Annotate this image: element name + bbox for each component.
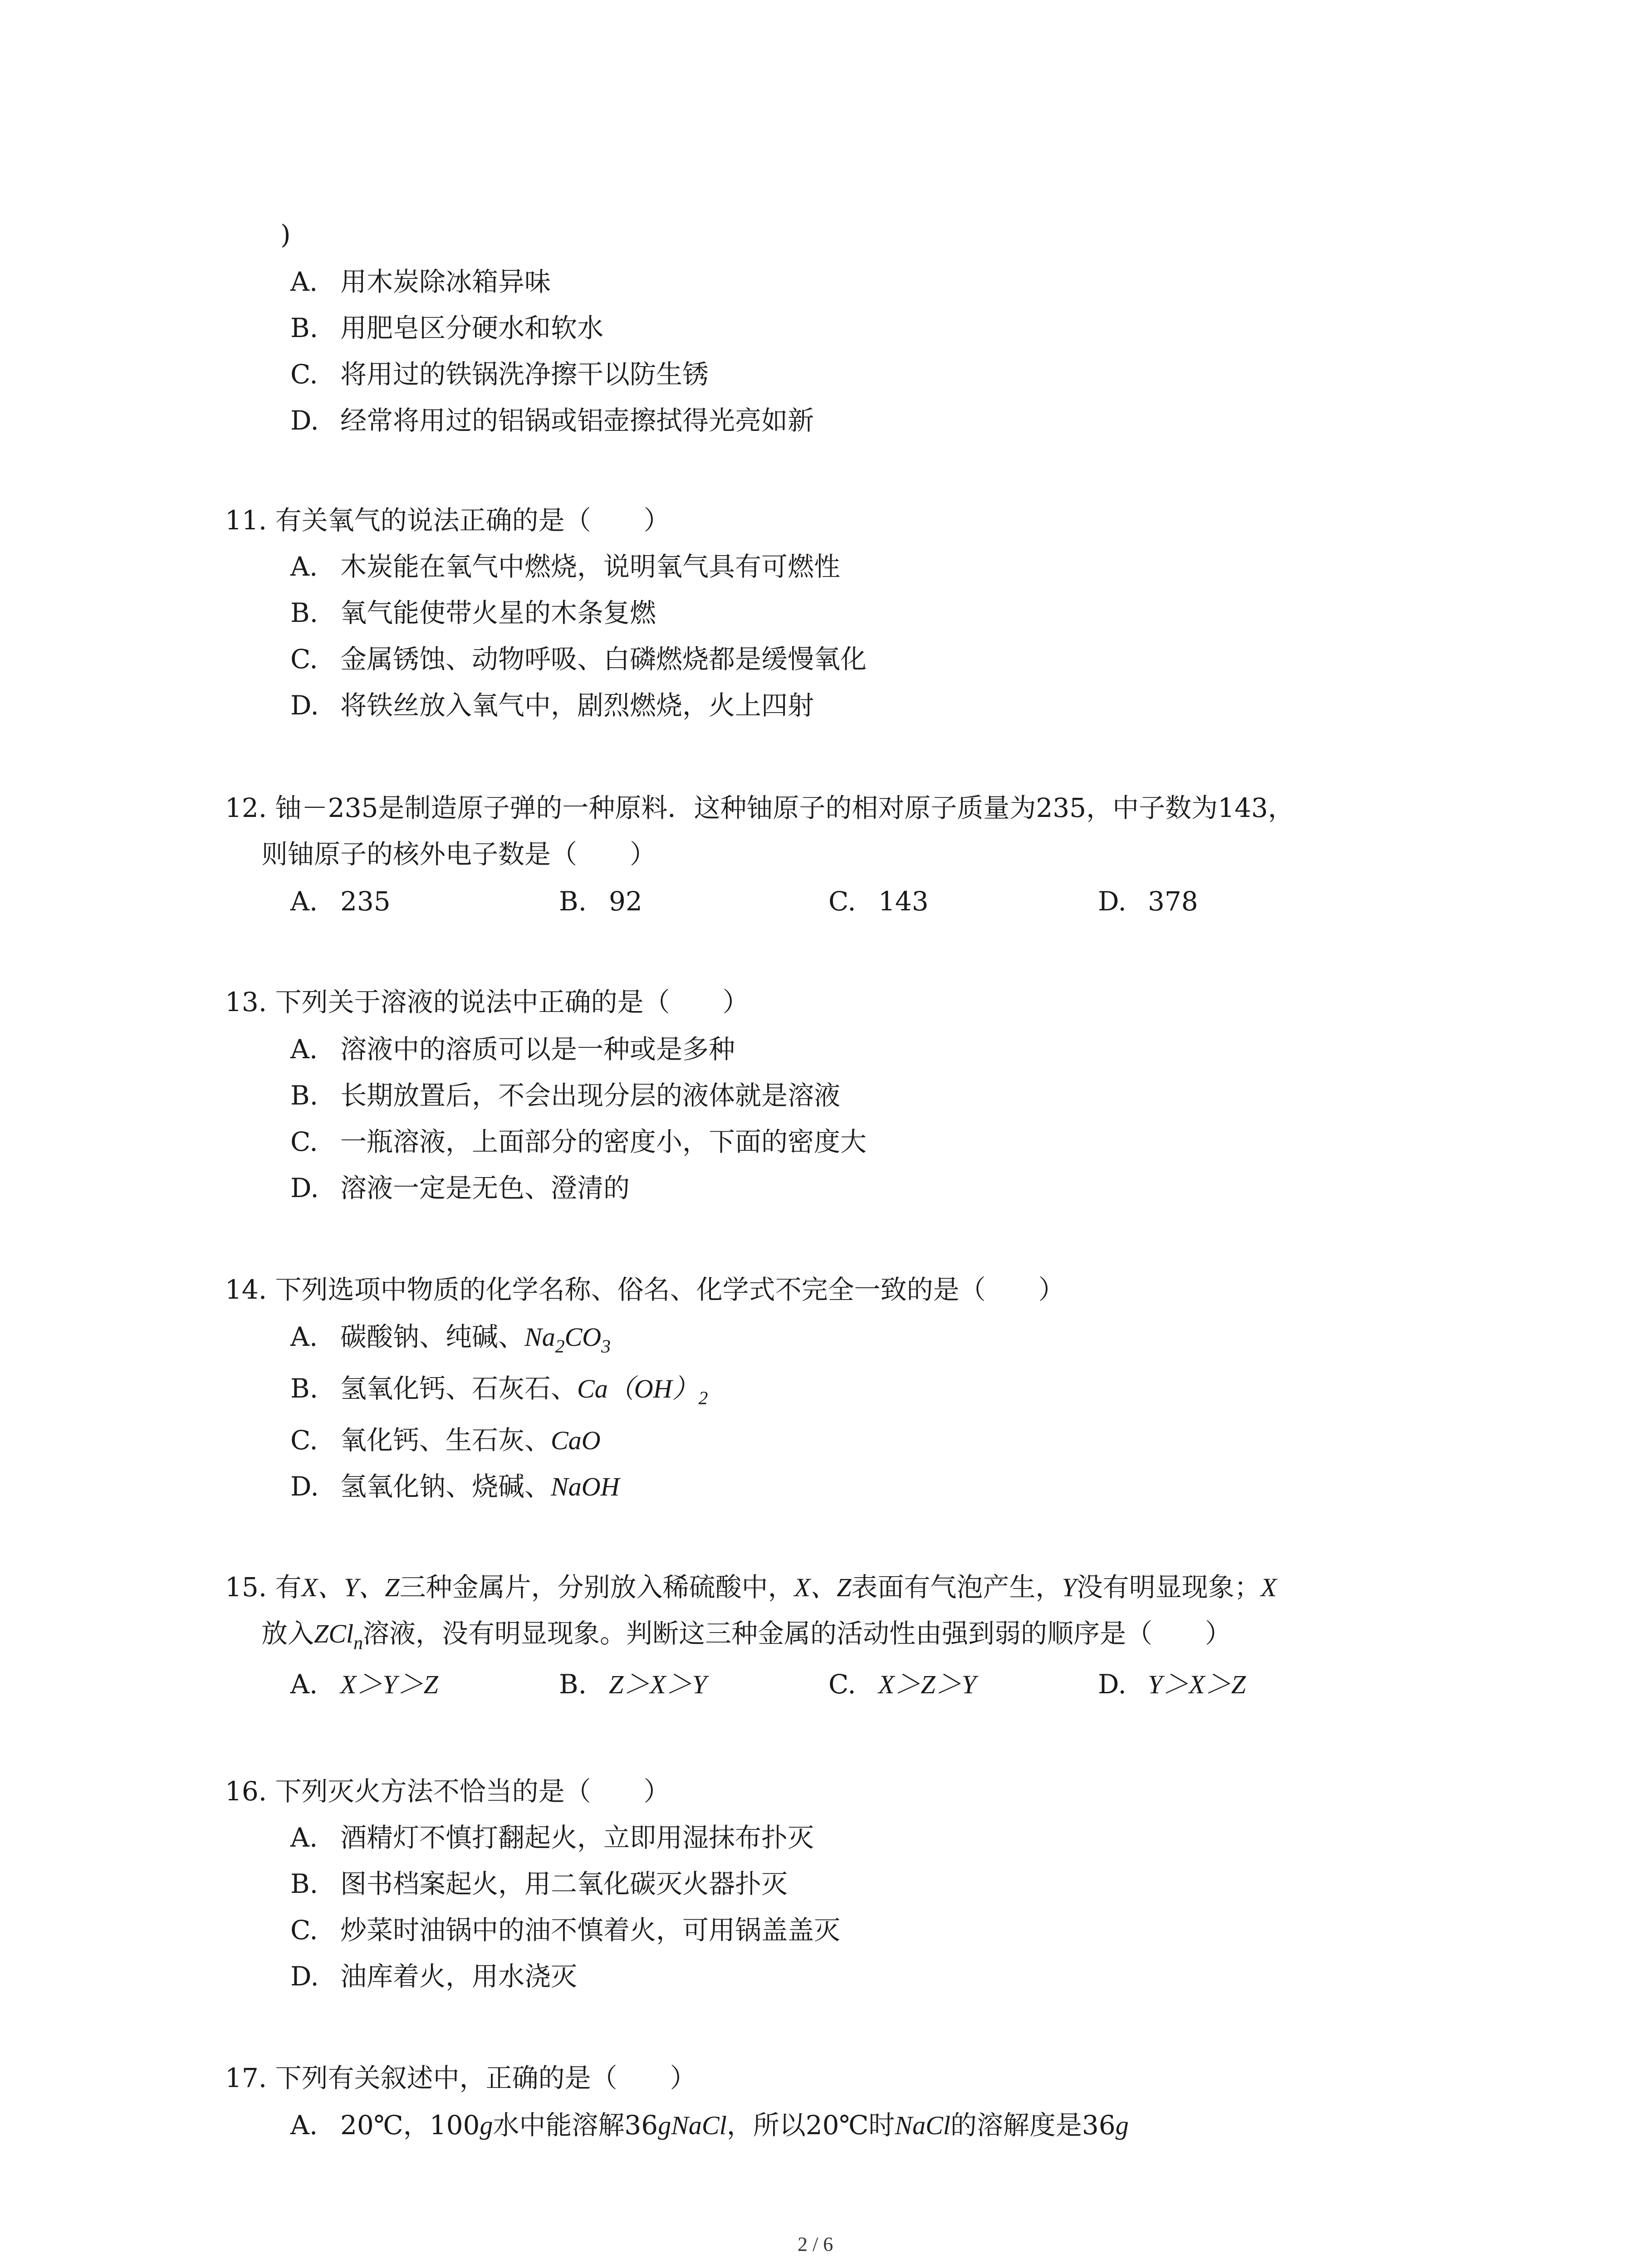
- option-text: 氢氧化钠、烧碱、: [340, 1471, 551, 1502]
- question-16-option-d: [290, 1961, 578, 1992]
- option-label: C.: [828, 886, 856, 917]
- option-label: D.: [1098, 1669, 1127, 1700]
- option-text: 氢氧化钙、石灰石、: [340, 1373, 578, 1404]
- question-16-stem: 16. 下列灭火方法不恰当的是（ ）: [225, 1776, 670, 1807]
- option-label: B.: [559, 1669, 587, 1700]
- option-label: C.: [828, 1669, 856, 1700]
- question-11-option-a: [290, 553, 840, 580]
- question-10-option-b: [290, 315, 603, 341]
- option-label: A.: [290, 1321, 318, 1352]
- option-text: 用木炭除冰箱异味: [340, 266, 551, 297]
- option-label: D.: [290, 405, 319, 436]
- question-14-stem: 14. 下列选项中物质的化学名称、俗名、化学式不完全一致的是（ ）: [225, 1274, 1065, 1305]
- question-14-option-c: [290, 1427, 601, 1454]
- question-16-option-c: [290, 1917, 840, 1943]
- question-16-option-b: [290, 1868, 788, 1899]
- question-15-option-b: [559, 1671, 707, 1698]
- option-text: 油库着火，用水浇灭: [340, 1961, 578, 1992]
- chemical-formula: CaO: [551, 1426, 601, 1455]
- question-13-option-c: [290, 1126, 867, 1157]
- question-10-paren-close: ): [280, 219, 291, 250]
- option-text: 氧化钙、生石灰、: [340, 1425, 551, 1456]
- option-label: D.: [290, 1173, 319, 1203]
- question-11-option-d: [290, 692, 814, 719]
- question-10-option-c: [290, 359, 709, 390]
- option-label: A.: [290, 266, 318, 297]
- question-17-option-a: A. 20℃，100g水中能溶解36gNaCl，所以20℃时NaCl的溶解度是36g: [290, 2110, 1129, 2141]
- option-label: A.: [290, 1822, 318, 1853]
- option-label: B.: [290, 313, 318, 343]
- question-12-stem-line2: 则铀原子的核外电子数是（ ）: [261, 839, 656, 870]
- question-13-option-b: [290, 1082, 840, 1109]
- option-text: 143: [878, 886, 929, 917]
- option-label: D.: [290, 1961, 319, 1992]
- question-13-stem: 13. 下列关于溶液的说法中正确的是（ ）: [225, 987, 749, 1017]
- option-text: 木炭能在氧气中燃烧，说明氧气具有可燃性: [340, 551, 841, 582]
- question-12-stem-line1: 12. 铀－235是制造原子弹的一种原料．这种铀原子的相对原子质量为235，中子数为143，: [225, 792, 1294, 823]
- question-15-stem-line2: 放入ZCl$_n$溶液，没有明显现象。判断这三种金属的活动性由强到弱的顺序是（ ）: [261, 1618, 1231, 1654]
- option-text: 长期放置后，不会出现分层的液体就是溶液: [340, 1080, 841, 1111]
- option-text: Z＞X＞Y: [609, 1670, 707, 1699]
- option-label: A.: [290, 1034, 318, 1065]
- question-12-option-d: [1098, 886, 1198, 917]
- option-text: 碳酸钠、纯碱、: [340, 1321, 525, 1352]
- question-14-option-d: [290, 1473, 619, 1500]
- option-text: X＞Z＞Y: [878, 1670, 976, 1699]
- question-14-option-b: [290, 1375, 708, 1408]
- question-15-stem-line1: 15. 有X、Y、Z三种金属片，分别放入稀硫酸中，X、Z表面有气泡产生，Y没有明显现象；X: [225, 1572, 1277, 1603]
- option-label: C.: [290, 1126, 318, 1157]
- question-10-option-a: [290, 266, 551, 297]
- question-11-stem: 11. 有关氧气的说法正确的是（ ）: [225, 505, 670, 536]
- question-14-option-a: [290, 1321, 611, 1357]
- option-text: 235: [340, 886, 391, 917]
- option-text: 将用过的铁锅洗净擦干以防生锈: [340, 359, 709, 390]
- question-11-option-b: [290, 597, 656, 628]
- question-12-option-b: [559, 886, 642, 917]
- option-text: 一瓶溶液，上面部分的密度小，下面的密度大: [340, 1126, 867, 1157]
- option-text: Y＞X＞Z: [1148, 1670, 1246, 1699]
- option-text: 酒精灯不慎打翻起火，立即用湿抹布扑灭: [340, 1822, 814, 1853]
- option-label: D.: [1098, 886, 1127, 917]
- option-text: 经常将用过的铝锅或铝壶擦拭得光亮如新: [340, 405, 814, 436]
- option-text: 溶液一定是无色、澄清的: [340, 1173, 630, 1203]
- question-15-option-a: [290, 1671, 438, 1698]
- option-text: 378: [1148, 886, 1198, 917]
- question-12-option-a: [290, 886, 391, 917]
- question-15-option-d: [1098, 1671, 1246, 1698]
- chemical-formula: $Ca(OH)_2$: [577, 1374, 708, 1409]
- question-10-option-d: [290, 407, 814, 434]
- option-label: A.: [290, 2110, 318, 2141]
- option-text: 图书档案起火，用二氧化碳灭火器扑灭: [340, 1868, 788, 1899]
- option-text: 氧气能使带火星的木条复燃: [340, 597, 656, 628]
- option-text: 炒菜时油锅中的油不慎着火，可用锅盖盖灭: [340, 1915, 841, 1945]
- option-text: X＞Y＞Z: [340, 1670, 438, 1699]
- chemical-formula: $Na_2CO_3$: [524, 1322, 611, 1357]
- option-label: B.: [290, 1080, 318, 1111]
- option-text: 92: [609, 886, 642, 917]
- page-number: 2 / 6: [798, 2233, 833, 2255]
- option-text: 金属锈蚀、动物呼吸、白磷燃烧都是缓慢氧化: [340, 644, 867, 675]
- question-11-option-c: [290, 644, 867, 675]
- question-15-option-c: [828, 1671, 976, 1698]
- option-label: B.: [290, 1373, 318, 1404]
- option-label: B.: [290, 1868, 318, 1899]
- question-13-option-a: [290, 1034, 735, 1065]
- option-label: A.: [290, 551, 318, 582]
- question-16-option-a: [290, 1824, 814, 1851]
- option-label: A.: [290, 886, 318, 917]
- option-label: C.: [290, 359, 318, 390]
- option-text: 溶液中的溶质可以是一种或是多种: [340, 1034, 735, 1065]
- option-text: 用肥皂区分硬水和软水: [340, 313, 604, 343]
- option-label: C.: [290, 1915, 318, 1945]
- option-label: C.: [290, 1425, 318, 1456]
- option-label: D.: [290, 690, 319, 721]
- question-17-stem: 17. 下列有关叙述中，正确的是（ ）: [225, 2063, 696, 2093]
- question-13-option-d: [290, 1175, 630, 1201]
- chemical-formula: NaOH: [551, 1472, 620, 1501]
- option-text: 将铁丝放入氧气中，剧烈燃烧，火上四射: [340, 690, 814, 721]
- option-label: C.: [290, 644, 318, 675]
- option-label: D.: [290, 1471, 319, 1502]
- option-label: B.: [559, 886, 587, 917]
- option-label: A.: [290, 1669, 318, 1700]
- option-label: B.: [290, 597, 318, 628]
- question-12-option-c: [828, 886, 929, 917]
